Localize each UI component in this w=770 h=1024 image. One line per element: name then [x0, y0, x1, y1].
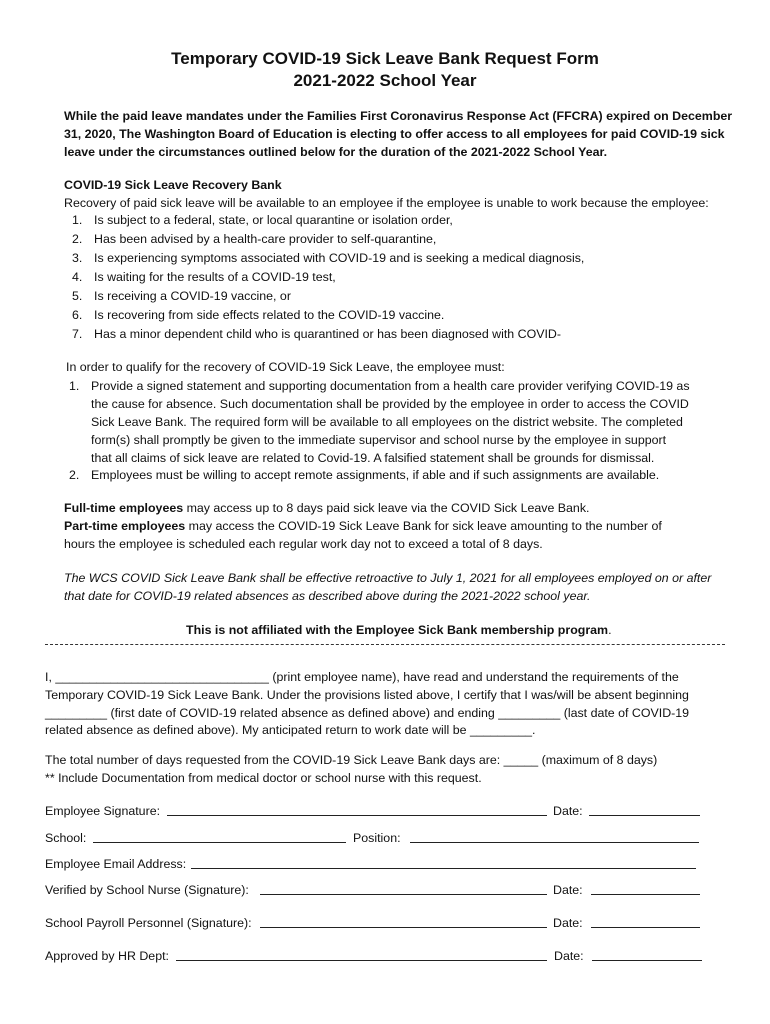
- page-title: Temporary COVID-19 Sick Leave Bank Request Form: [171, 49, 599, 68]
- hr-approval-field[interactable]: [176, 960, 547, 961]
- fulltime-text: may access up to 8 days paid sick leave via the COVID Sick Leave Bank.: [183, 501, 590, 515]
- list-item: Is waiting for the results of a COVID-19 test,: [94, 270, 336, 284]
- qualify-item-line: Provide a signed statement and supporting documentation from a health care provider verifying COVID-19 as: [91, 379, 690, 393]
- payroll-signature-label: School Payroll Personnel (Signature):: [45, 916, 252, 930]
- list-number: 1.: [72, 213, 83, 227]
- position-field[interactable]: [410, 842, 699, 843]
- nurse-date-field[interactable]: [591, 894, 700, 895]
- list-number: 7.: [72, 327, 83, 341]
- employee-signature-field[interactable]: [167, 815, 547, 816]
- qualify-lead: In order to qualify for the recovery of COVID-19 Sick Leave, the employee must:: [66, 360, 505, 374]
- position-label: Position:: [353, 831, 401, 845]
- qualify-item-line: the cause for absence. Such documentation shall be provided by the employee in order to access the COVID: [91, 397, 689, 411]
- date-label: Date:: [554, 949, 584, 963]
- certify-line: I, _______________________________ (print employee name), have read and understand the requirements of the: [45, 670, 679, 684]
- date-label: Date:: [553, 804, 583, 818]
- affiliation-note: This is not affiliated with the Employee Sick Bank membership program.: [186, 623, 612, 637]
- certify-line: Temporary COVID-19 Sick Leave Bank. Under the provisions listed above, I certify that I was/will be absent beginning: [45, 688, 689, 702]
- parttime-label: Part-time employees: [64, 519, 186, 533]
- payroll-signature-field[interactable]: [260, 927, 547, 928]
- employee-signature-label: Employee Signature:: [45, 804, 161, 818]
- list-number: 2.: [72, 232, 83, 246]
- school-label: School:: [45, 831, 87, 845]
- employee-signature-date-field[interactable]: [589, 815, 700, 816]
- parttime-line: [64, 517, 662, 535]
- hr-date-field[interactable]: [592, 960, 702, 961]
- hr-approval-label: Approved by HR Dept:: [45, 949, 169, 963]
- fulltime-label: Full-time employees: [64, 501, 184, 515]
- date-label: Date:: [553, 916, 583, 930]
- list-item: Is recovering from side effects related to the COVID-19 vaccine.: [94, 308, 445, 322]
- list-item: Is receiving a COVID-19 vaccine, or: [94, 289, 291, 303]
- recovery-lead: Recovery of paid sick leave will be available to an employee if the employee is unable to work because the employee:: [64, 196, 709, 210]
- list-number: 5.: [72, 289, 83, 303]
- nurse-signature-label: Verified by School Nurse (Signature):: [45, 883, 249, 897]
- documentation-note: ** Include Documentation from medical doctor or school nurse with this request.: [45, 771, 482, 785]
- list-number: 4.: [72, 270, 83, 284]
- qualify-item-line: that all claims of sick leave are related to Covid-19. A falsified statement shall be grounds for dismissal.: [91, 451, 655, 465]
- email-label: Employee Email Address:: [45, 857, 187, 871]
- date-label: Date:: [553, 883, 583, 897]
- list-number: 3.: [72, 251, 83, 265]
- list-number: 6.: [72, 308, 83, 322]
- email-field[interactable]: [191, 868, 696, 869]
- certify-line: _________ (first date of COVID-19 related absence as defined above) and ending _________ (last date of COVID-19: [45, 706, 690, 720]
- list-number: 1.: [69, 379, 80, 393]
- fulltime-line: [64, 499, 589, 517]
- list-item: Is subject to a federal, state, or local quarantine or isolation order,: [94, 213, 453, 227]
- days-line: The total number of days requested from the COVID-19 Sick Leave Bank days are: _____ (maximum of 8 days): [45, 753, 658, 767]
- qualify-item-line: Sick Leave Bank. The required form will be available to all employees on the district website. The completed: [91, 415, 683, 429]
- list-number: 2.: [69, 468, 80, 482]
- payroll-date-field[interactable]: [591, 927, 700, 928]
- retro-line: The WCS COVID Sick Leave Bank shall be effective retroactive to July 1, 2021 for all employees employed on or after: [64, 571, 712, 585]
- qualify-item-line: form(s) shall promptly be given to the immediate supervisor and school nurse by the employee in support: [91, 433, 667, 447]
- parttime-text: may access the COVID-19 Sick Leave Bank for sick leave amounting to the number of: [185, 519, 662, 533]
- parttime-line-2: hours the employee is scheduled each regular work day not to exceed a total of 8 days.: [64, 537, 543, 551]
- intro-line: 31, 2020, The Washington Board of Education is electing to offer access to all employees for paid COVID-19 sick: [64, 127, 725, 141]
- school-field[interactable]: [93, 842, 346, 843]
- nurse-signature-field[interactable]: [260, 894, 547, 895]
- page-subtitle: 2021-2022 School Year: [293, 71, 477, 90]
- qualify-item-line: Employees must be willing to accept remote assignments, if able and if such assignments are available.: [91, 468, 660, 482]
- separator-line: [45, 644, 725, 645]
- list-item: Has a minor dependent child who is quarantined or has been diagnosed with COVID-: [94, 327, 561, 341]
- certify-line: related absence as defined above). My anticipated return to work date will be _________.: [45, 723, 536, 737]
- list-item: Has been advised by a health-care provider to self-quarantine,: [94, 232, 437, 246]
- retro-line: that date for COVID-19 related absences as described above during the 2021-2022 school year.: [64, 589, 591, 603]
- intro-line: leave under the circumstances outlined below for the duration of the 2021-2022 School Year.: [64, 145, 608, 159]
- intro-line: While the paid leave mandates under the Families First Coronavirus Response Act (FFCRA) expired on December: [64, 109, 733, 123]
- list-item: Is experiencing symptoms associated with COVID-19 and is seeking a medical diagnosis,: [94, 251, 585, 265]
- recovery-heading: COVID-19 Sick Leave Recovery Bank: [64, 178, 282, 192]
